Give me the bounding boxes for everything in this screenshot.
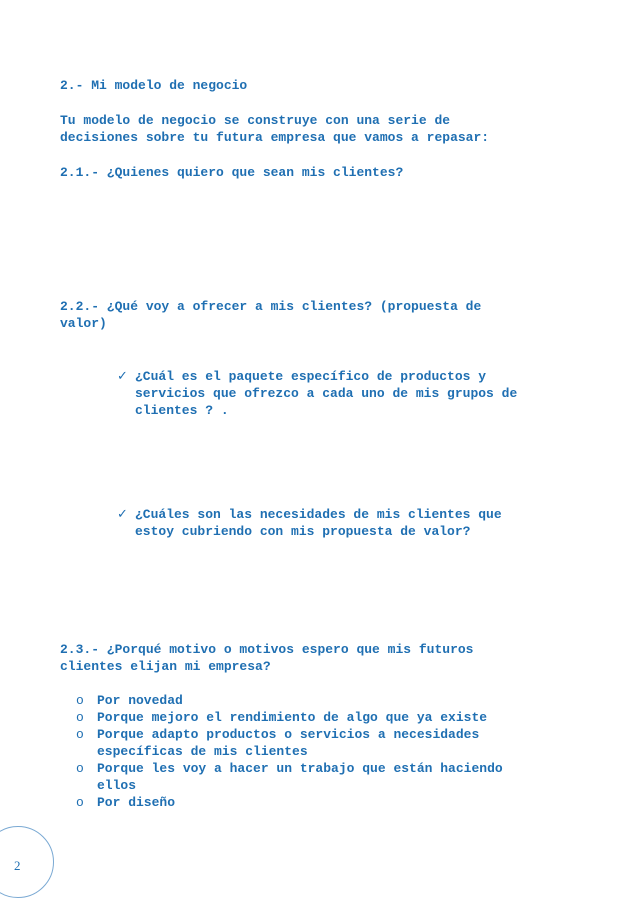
question-2-2-title-line: 2.2.- ¿Qué voy a ofrecer a mis clientes? (propuesta de xyxy=(60,299,482,314)
check-item-text xyxy=(135,368,517,419)
option-line: Por diseño xyxy=(97,795,176,810)
check-item-line: estoy cubriendo con mis propuesta de valor? xyxy=(135,524,471,539)
intro-paragraph xyxy=(60,112,489,146)
check-item-line: clientes ? . xyxy=(135,403,229,418)
option-text xyxy=(97,794,175,811)
circle-bullet-icon: o xyxy=(76,727,84,742)
option-line: Porque adapto productos o servicios a necesidades xyxy=(97,727,480,742)
option-text xyxy=(97,726,479,760)
check-item-line: ¿Cuáles son las necesidades de mis clientes que xyxy=(135,507,502,522)
check-item-line: servicios que ofrezco a cada uno de mis grupos de xyxy=(135,386,518,401)
option-text xyxy=(97,709,487,726)
checkmark-icon: ✓ xyxy=(117,507,128,522)
question-2-3 xyxy=(60,641,473,675)
question-2-1 xyxy=(60,164,403,181)
circle-bullet-icon: o xyxy=(76,693,84,708)
option-line: específicas de mis clientes xyxy=(97,744,308,759)
circle-bullet-icon: o xyxy=(76,761,84,776)
question-2-3-title-line: clientes elijan mi empresa? xyxy=(60,659,271,674)
section-title xyxy=(60,77,247,94)
intro-line: decisiones sobre tu futura empresa que vamos a repasar: xyxy=(60,130,490,145)
option-line: Por novedad xyxy=(97,693,183,708)
option-line: Porque mejoro el rendimiento de algo que ya existe xyxy=(97,710,488,725)
intro-line: Tu modelo de negocio se construye con una serie de xyxy=(60,113,451,128)
question-2-2 xyxy=(60,298,481,332)
option-line: ellos xyxy=(97,778,137,793)
question-2-2-title-line: valor) xyxy=(60,316,107,331)
page-number-circle xyxy=(0,826,54,898)
option-text xyxy=(97,692,183,709)
question-2-1-title: 2.1.- ¿Quienes quiero que sean mis clientes? xyxy=(60,165,404,180)
circle-bullet-icon: o xyxy=(76,710,84,725)
section-title-text: 2.- Mi modelo de negocio xyxy=(60,78,248,93)
check-item-text xyxy=(135,506,502,540)
circle-bullet-icon: o xyxy=(76,795,84,810)
option-text xyxy=(97,760,503,794)
option-line: Porque les voy a hacer un trabajo que están haciendo xyxy=(97,761,503,776)
question-2-3-title-line: 2.3.- ¿Porqué motivo o motivos espero que mis futuros xyxy=(60,642,474,657)
page-number: 2 xyxy=(14,858,21,873)
checkmark-icon: ✓ xyxy=(117,369,128,384)
check-item-line: ¿Cuál es el paquete específico de productos y xyxy=(135,369,487,384)
